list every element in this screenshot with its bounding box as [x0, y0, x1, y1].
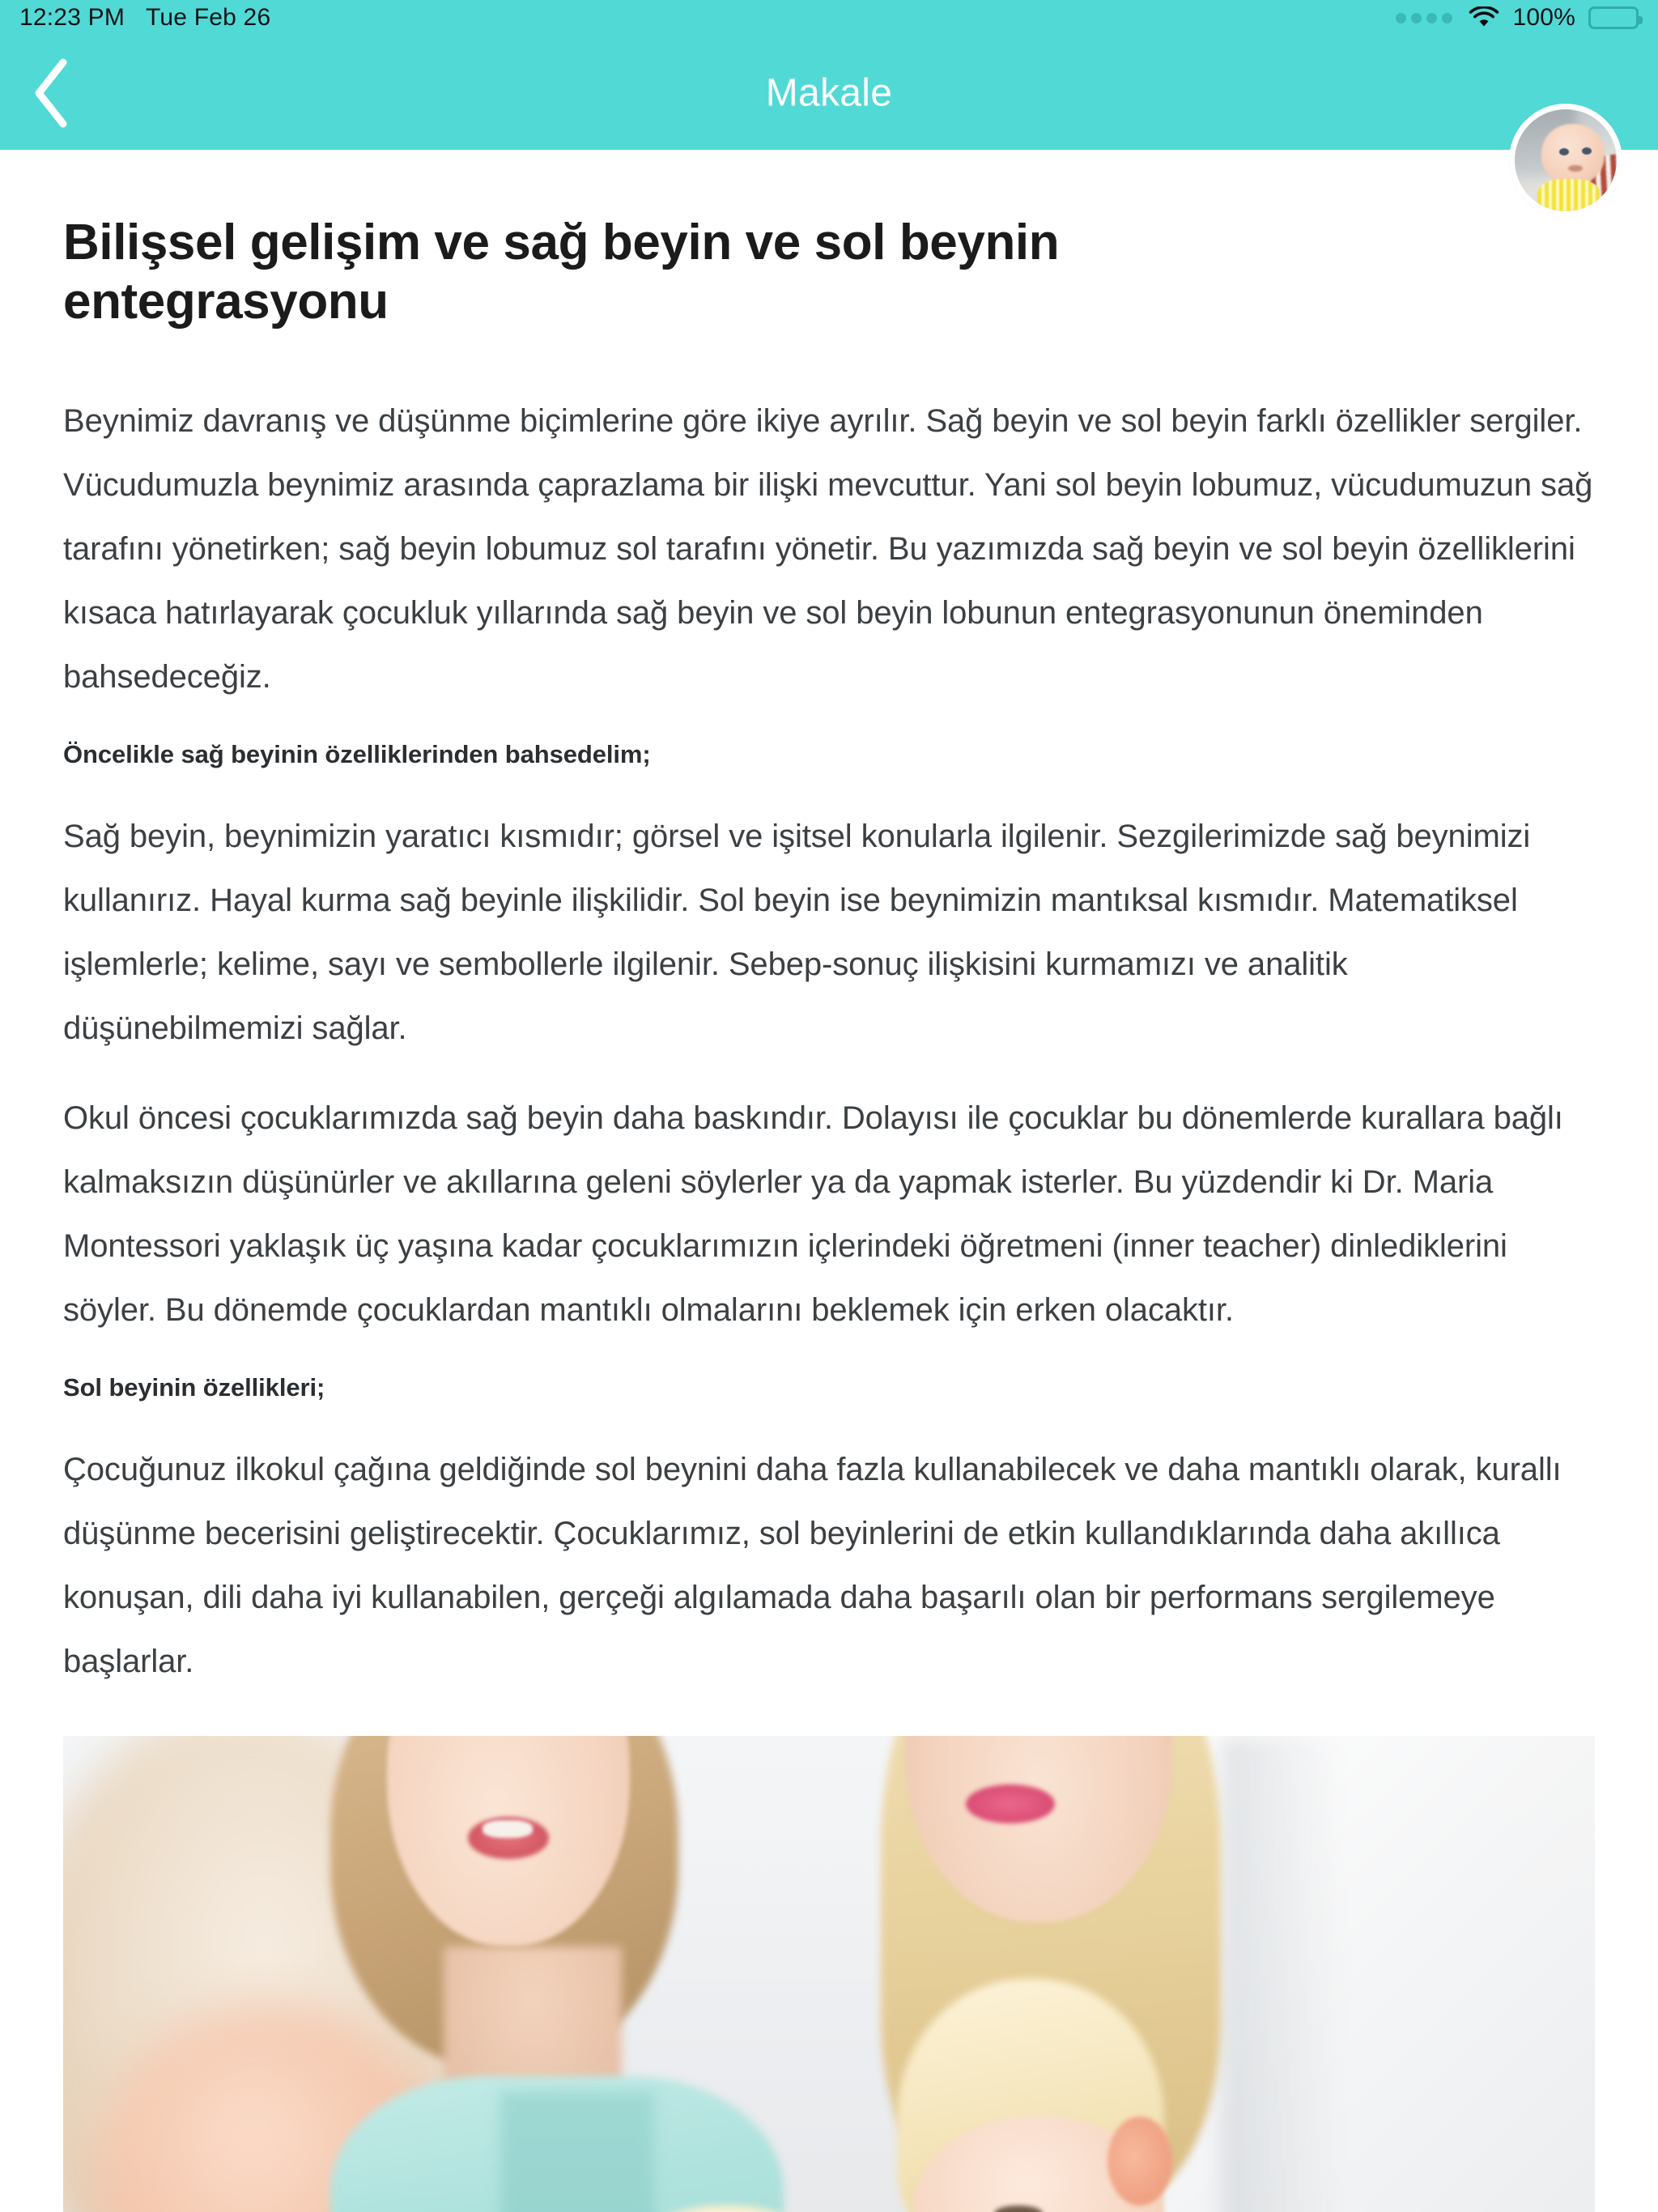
- avatar-photo: [1515, 109, 1617, 211]
- article-scroll-container[interactable]: [0, 150, 1658, 2212]
- signal-dots-icon: [1396, 13, 1452, 23]
- article-paragraph: Okul öncesi çocuklarımızda sağ beyin daha baskındır. Dolayısı ile çocuklar bu dönemlerde kurallara bağlı kalmaksızın düşünürler ve akıllarına geleni söylerler ya da yapmak isterler. Bu yüzdendir ki Dr. Maria Montessori yaklaşık üç yaşına kadar çocuklarımızın içlerindeki öğretmeni (inner teacher) dinlediklerini söyler. Bu dönemde çocuklardan mantıklı olmalarını beklemek için erken olacaktır.: [63, 1100, 1563, 1329]
- status-bar-left: [19, 4, 270, 32]
- status-time: 12:23 PM: [19, 4, 125, 31]
- article-body: [63, 331, 1595, 1694]
- battery-full-icon: [1588, 6, 1639, 29]
- article-title: Bilişsel gelişim ve sağ beyin ve sol beynin entegrasyonu: [63, 215, 1060, 330]
- avatar[interactable]: [1509, 104, 1622, 217]
- article: [0, 150, 1658, 2212]
- status-bar-right: [1396, 4, 1639, 32]
- page-title: Makale: [765, 71, 893, 114]
- article-subheading: Öncelikle sağ beyinin özelliklerinden bahsedelim;: [63, 740, 651, 769]
- status-date: Tue Feb 26: [146, 4, 271, 31]
- wifi-icon: [1469, 6, 1499, 29]
- article-paragraph: Çocuğunuz ilkokul çağına geldiğinde sol beynini daha fazla kullanabilecek ve daha mantıklı olarak, kurallı düşünme becerisini geliştirecektir. Çocuklarımız, sol beyinlerini de etkin kullandıklarında daha akıllıca konuşan, dili daha iyi kullanabilen, gerçeği algılamada daha başarılı olan bir performans sergilemeye başlarlar.: [63, 1452, 1562, 1680]
- article-paragraph: Sağ beyin, beynimizin yaratıcı kısmıdır; görsel ve işitsel konularla ilgilenir. Sezgilerimizde sağ beynimizi kullanırız. Hayal kurma sağ beyinle ilişkilidir. Sol beyin ise beynimizin mantıksal kısmıdır. Matematiksel işlemlerle; kelime, sayı ve sembollerle ilgilenir. Sebep-sonuç ilişkisini kurmamızı ve analitik düşünebilmemizi sağlar.: [63, 819, 1531, 1047]
- article-paragraph: Beynimiz davranış ve düşünme biçimlerine göre ikiye ayrılır. Sağ beyin ve sol beyin farklı özellikler sergiler. Vücudumuzla beynimiz arasında çaprazlama bir ilişki mevcuttur. Yani sol beyin lobumuz, vücudumuzun sağ tarafını yönetirken; sağ beyin lobumuz sol tarafını yönetir. Bu yazımızda sağ beyin ve sol beyin özelliklerini kısaca hatırlayarak çocukluk yıllarında sağ beyin ve sol beyin lobunun entegrasyonunun öneminden bahsedeceğiz.: [63, 403, 1593, 696]
- battery-percent-label: 100%: [1512, 4, 1575, 31]
- status-bar: [0, 0, 1658, 36]
- article-subheading: Sol beyinin özellikleri;: [63, 1373, 325, 1402]
- navigation-bar: [0, 36, 1658, 150]
- article-image: [63, 1736, 1595, 2212]
